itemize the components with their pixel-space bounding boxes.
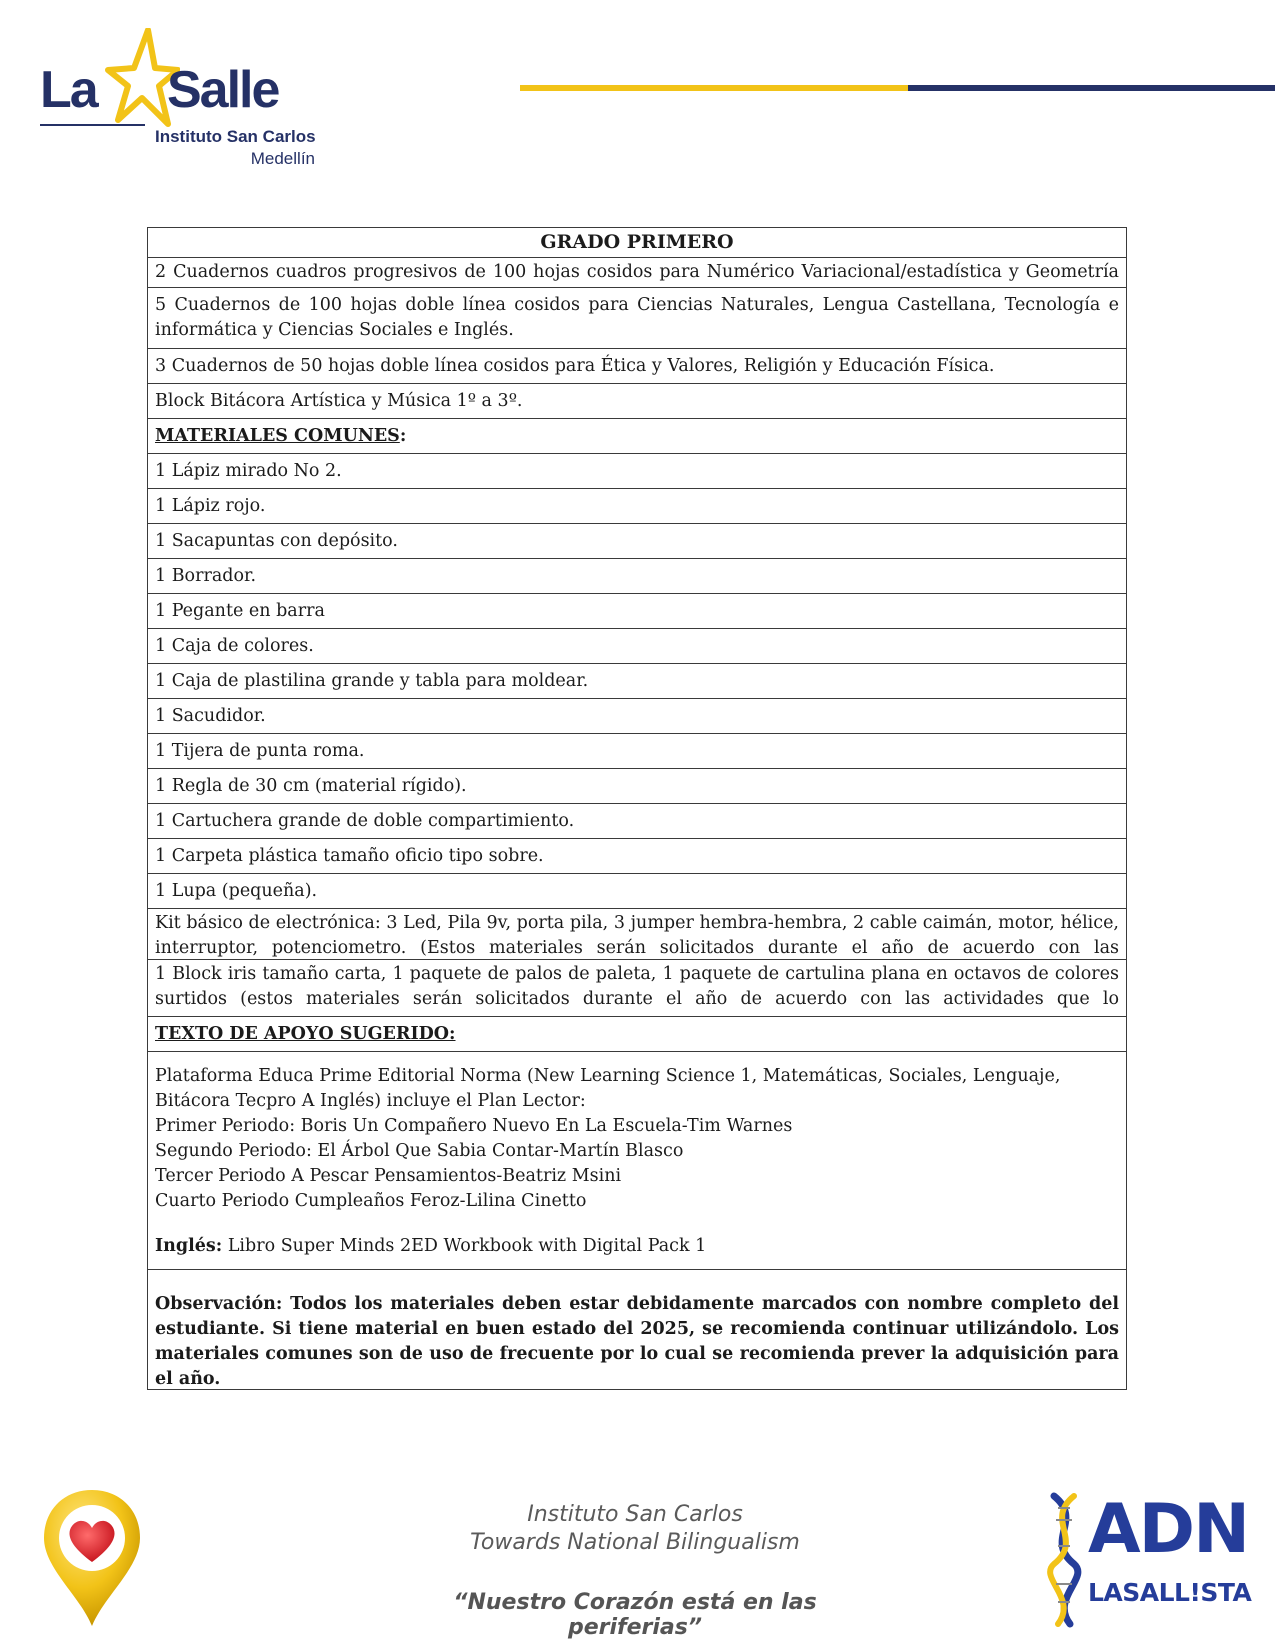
- support-line: Primer Periodo: Boris Un Compañero Nuevo En La Escuela-Tim Warnes: [155, 1116, 793, 1136]
- table-row-notebooks-100: 5 Cuadernos de 100 hojas doble línea cosidos para Ciencias Naturales, Lengua Castellana, Tecnología e informática y Ciencias Sociales e Inglés.: [148, 288, 1126, 349]
- table-row-notebooks-math: 2 Cuadernos cuadros progresivos de 100 hojas cosidos para Numérico Variacional/estadística y Geometría: [148, 258, 1126, 288]
- logo-word-la: La: [40, 61, 97, 119]
- table-row-notebooks-50: 3 Cuadernos de 50 hojas doble línea cosidos para Ética y Valores, Religión y Educación Física.: [148, 349, 1126, 384]
- spacer: [155, 1214, 1119, 1234]
- english-label: Inglés:: [155, 1236, 223, 1256]
- logo-institute-name: Instituto San Carlos: [155, 127, 316, 146]
- common-materials-heading: [148, 419, 1126, 454]
- adn-lasallista-logo: [1040, 1490, 1252, 1630]
- footer-institute: Instituto San Carlos: [527, 1502, 743, 1527]
- support-line: Bitácora Tecpro A Inglés) incluye el Plan Lector:: [155, 1091, 586, 1111]
- table-row-electronics-kit: Kit básico de electrónica: 3 Led, Pila 9v, porta pila, 3 jumper hembra-hembra, 2 cable caimán, motor, hélice, interruptor, potenciometro. (Estos materiales serán solicitados durante el año de acuerdo con las: [148, 909, 1126, 960]
- support-text-heading-text: TEXTO DE APOYO SUGERIDO:: [155, 1024, 456, 1044]
- header-bar-navy: [908, 85, 1275, 91]
- heart-pin-icon: [40, 1488, 144, 1628]
- adn-wordmark: ADN: [1088, 1490, 1248, 1569]
- table-row: 1 Regla de 30 cm (material rígido).: [148, 769, 1126, 804]
- table-row: 1 Lápiz mirado No 2.: [148, 454, 1126, 489]
- lasallista-wordmark: LASALL!STA: [1088, 1578, 1252, 1607]
- logo-word-salle: Salle: [167, 61, 279, 119]
- support-line: Tercer Periodo A Pescar Pensamientos-Beatriz Msini: [155, 1166, 622, 1186]
- table-row: 1 Pegante en barra: [148, 594, 1126, 629]
- support-text-body: [148, 1052, 1126, 1270]
- english-book-text: Libro Super Minds 2ED Workbook with Digital Pack 1: [222, 1236, 707, 1256]
- table-row: 1 Sacapuntas con depósito.: [148, 524, 1126, 559]
- support-line: Segundo Periodo: El Árbol Que Sabia Contar-Martín Blasco: [155, 1141, 684, 1161]
- table-row: 1 Carpeta plástica tamaño oficio tipo sobre.: [148, 839, 1126, 874]
- common-materials-colon: :: [399, 426, 407, 446]
- table-title: GRADO PRIMERO: [148, 228, 1126, 258]
- observation-note: Observación: Todos los materiales deben estar debidamente marcados con nombre completo del estudiante. Si tiene material en buen estado del 2025, se recomienda continuar utilizándolo. Los materiales comunes son de uso de frecuente por lo cual se recomienda prever la adquisición para el año.: [148, 1270, 1126, 1390]
- table-row: 1 Lápiz rojo.: [148, 489, 1126, 524]
- table-row: 1 Lupa (pequeña).: [148, 874, 1126, 909]
- table-row: 1 Borrador.: [148, 559, 1126, 594]
- support-line: Cuarto Periodo Cumpleaños Feroz-Lilina Cinetto: [155, 1191, 587, 1211]
- english-book-line: [155, 1234, 1119, 1259]
- table-row-block-iris: 1 Block iris tamaño carta, 1 paquete de palos de paleta, 1 paquete de cartulina plana en octavos de colores surtidos (estos materiales serán solicitados durante el año de acuerdo con las actividades que lo: [148, 960, 1126, 1017]
- la-salle-logo: [40, 28, 320, 178]
- logo-divider: [40, 124, 145, 126]
- table-row: 1 Cartuchera grande de doble compartimiento.: [148, 804, 1126, 839]
- table-row-block-bitacora: Block Bitácora Artística y Música 1º a 3º.: [148, 384, 1126, 419]
- table-row: 1 Tijera de punta roma.: [148, 734, 1126, 769]
- support-line: Plataforma Educa Prime Editorial Norma (New Learning Science 1, Matemáticas, Sociales, Lenguaje,: [155, 1066, 1061, 1086]
- logo-city: Medellín: [250, 149, 315, 168]
- footer-bilingualism: Towards National Bilingualism: [470, 1530, 800, 1555]
- support-text-heading: [148, 1017, 1126, 1052]
- table-row: 1 Caja de colores.: [148, 629, 1126, 664]
- dna-helix-icon: [1040, 1490, 1088, 1630]
- table-row: 1 Sacudidor.: [148, 699, 1126, 734]
- supply-list-table: [147, 227, 1127, 1390]
- common-materials-heading-text: MATERIALES COMUNES: [155, 426, 400, 446]
- table-row: 1 Caja de plastilina grande y tabla para moldear.: [148, 664, 1126, 699]
- header-bar-yellow: [520, 85, 908, 91]
- footer-motto: “Nuestro Corazón está en las periferias”: [453, 1590, 817, 1640]
